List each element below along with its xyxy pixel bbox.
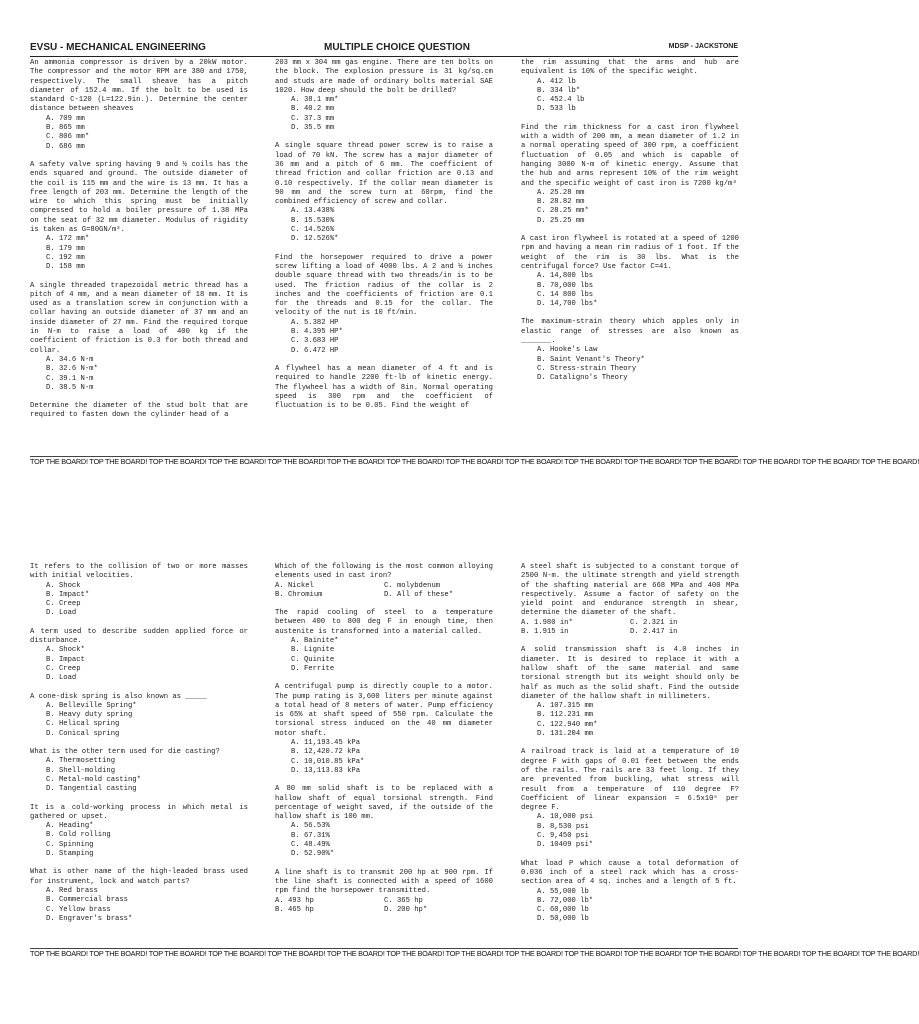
answer-option: C. 39.1 N-m bbox=[46, 374, 94, 383]
answer-options bbox=[275, 637, 493, 674]
answer-options-grid bbox=[275, 897, 493, 916]
answer-option: A. 34.6 N-m bbox=[46, 355, 94, 364]
answer-option: A. 56.53% bbox=[291, 822, 330, 831]
answer-option: B. 465 hp bbox=[275, 905, 314, 914]
answer-options bbox=[30, 887, 248, 924]
answer-option: A. 38.1 mm* bbox=[291, 96, 339, 105]
answer-option: B. Saint Venant's Theory* bbox=[537, 355, 645, 364]
question-gap bbox=[30, 684, 248, 693]
question-gap bbox=[30, 152, 248, 161]
answer-options bbox=[521, 346, 739, 383]
answer-option: D. 158 mm bbox=[46, 263, 85, 272]
question-text: What is the other term used for die casting? bbox=[30, 748, 220, 757]
question-text: What is other name of the high-leaded brass used for instrument, lock and watch parts? bbox=[30, 868, 248, 886]
answer-options bbox=[30, 822, 248, 859]
answer-options bbox=[30, 582, 248, 619]
question-gap bbox=[30, 619, 248, 628]
answer-option: A. 172 mm* bbox=[46, 235, 90, 244]
section2-column1 bbox=[30, 563, 248, 924]
question-text: A centrifugal pump is directly couple to a motor. The pump rating is 3,600 liters per minute against a total head of 8 meters of water. Pump efficiency is 65% at shaft speed of 550 rpm. Calculate the torsional stress induced on the 40 mm diameter motor shaft. bbox=[275, 683, 493, 738]
answer-option: A. Heading* bbox=[46, 822, 94, 831]
answer-option: A. Nickel bbox=[275, 581, 314, 590]
answer-option: D. Ferrite bbox=[291, 664, 335, 673]
answer-options bbox=[521, 813, 739, 850]
question-gap bbox=[275, 356, 493, 365]
answer-option: B. Impact bbox=[46, 655, 85, 664]
question-text: Find the horsepower required to drive a power screw lifting a load of 4000 lbs. A 2 and ½ inches double square thread with two threads/in is to be used. The friction radius of the collar is 2 inches and the coefficients of friction are 0.1 for the threads and 0.15 for the collar. The velocity of the nut is 10 ft/min. bbox=[275, 253, 493, 318]
answer-options bbox=[30, 235, 248, 272]
header-center: MULTIPLE CHOICE QUESTION bbox=[324, 42, 470, 53]
answer-option: A. Shock bbox=[46, 581, 81, 590]
question-text: Which of the following is the most common alloying elements used in cast iron? bbox=[275, 563, 493, 581]
section1-column1 bbox=[30, 59, 248, 421]
answer-option: A. 493 hp bbox=[275, 896, 314, 905]
answer-option: B. 8,530 psi bbox=[537, 822, 589, 831]
answer-option: D. 533 lb bbox=[537, 105, 576, 114]
section2-column3 bbox=[521, 563, 739, 925]
question-gap bbox=[30, 859, 248, 868]
answer-option: D. 131.204 mm bbox=[537, 730, 594, 739]
answer-option: B. Cold rolling bbox=[46, 831, 111, 840]
question-text: It is a cold-working process in which metal is gathered or upset. bbox=[30, 803, 248, 821]
answer-option: D. 25.25 mm bbox=[537, 216, 585, 225]
answer-option: A. Belleville Spring* bbox=[46, 701, 137, 710]
question-text: A solid transmission shaft is 4.0 inches in diameter. It is desired to replace it with a hallow shaft of the same material and same torsional strength but its weight should only be half as much as the solid shaft. Find the outside diameter of the hallow shaft in millimeters. bbox=[521, 646, 739, 701]
question-text: Determine the diameter of the stud bolt that are required to fasten down the cylinder head of a bbox=[30, 402, 248, 420]
answer-options bbox=[275, 739, 493, 776]
question-gap bbox=[30, 393, 248, 402]
answer-options bbox=[30, 356, 248, 393]
answer-option: B. Lignite bbox=[291, 646, 335, 655]
answer-option: A. Red brass bbox=[46, 886, 98, 895]
answer-option: C. Quinite bbox=[291, 655, 335, 664]
answer-option: C. 14 800 lbs bbox=[537, 290, 594, 299]
answer-options bbox=[275, 96, 493, 133]
answer-option: C. 48.49% bbox=[291, 841, 330, 850]
answer-option: D. Load bbox=[46, 674, 77, 683]
answer-option: D. Load bbox=[46, 609, 77, 618]
question-gap bbox=[30, 795, 248, 804]
answer-option: C. 10,010.85 kPa* bbox=[291, 757, 365, 766]
question-gap bbox=[521, 309, 739, 318]
question-gap bbox=[521, 637, 739, 646]
answer-option: A. 11,193.45 kPa bbox=[291, 739, 361, 748]
header-left: EVSU - MECHANICAL ENGINEERING bbox=[30, 42, 206, 53]
answer-option: D. 686 mm bbox=[46, 142, 85, 151]
question-text: Find the rim thickness for a cast iron flywheel with a width of 200 mm, a mean diameter of 1.2 in a normal operating speed of 300 rpm, a coefficient fluctuation of 0.05 and which is capable of hanging 3000 N-m of kinetic energy. Assume that the hub and arms represent 10% of the rim weight and the specific weight of cast iron is 7200 kg/m³ bbox=[521, 123, 739, 188]
answer-option: B. 865 mm bbox=[46, 124, 85, 133]
answer-options bbox=[521, 78, 739, 115]
answer-option: C. 122.940 mm* bbox=[537, 720, 598, 729]
question-gap bbox=[30, 273, 248, 282]
section2-column2 bbox=[275, 563, 493, 915]
question-text: A cast iron flywheel is rotated at a speed of 1200 rpm and having a mean rim radius of 1 foot. If the weight of the rim is 30 lbs. What is the centrifugal force? Use factor C=41. bbox=[521, 235, 739, 271]
answer-option: C. molybdenum bbox=[384, 581, 441, 590]
answer-option: B. Chromium bbox=[275, 590, 323, 599]
answer-option: B. 40.2 mm bbox=[291, 105, 335, 114]
question-text: A term used to describe sudden applied force or disturbance. bbox=[30, 627, 248, 646]
answer-option: D. 10409 psi* bbox=[537, 841, 594, 850]
answer-option: B. Shell-molding bbox=[46, 766, 116, 775]
question-gap bbox=[521, 115, 739, 124]
answer-option: C. 192 mm bbox=[46, 253, 85, 262]
question-text: A steel shaft is subjected to a constant torque of 2500 N-m. the ultimate strength and yield strength of the shafting material are 668 MPa and 400 MPa respectively. Assume a factor of safety on the yield point and endurance strength in shear, determine the diameter of the shaft. bbox=[521, 563, 739, 618]
answer-option: C. 28.25 mm* bbox=[537, 207, 589, 216]
question-text: A 80 mm solid shaft is to be replaced with a hallow shaft of equal torsional strength. Find percentage of weight saved, if the outside of the hallow shaft is 100 mm. bbox=[275, 785, 493, 822]
answer-options bbox=[30, 702, 248, 739]
header-right: MDSP - JACKSTONE bbox=[668, 43, 738, 50]
answer-option: C. Creep bbox=[46, 600, 81, 609]
answer-option: D. Stamping bbox=[46, 850, 94, 859]
answer-option: C. 37.3 mm bbox=[291, 114, 335, 123]
answer-option: A. 25.28 mm bbox=[537, 188, 585, 197]
question-text: An ammonia compressor is driven by a 20kW motor. The compressor and the motor RPM are 380 and 1750, respectively. The small sheave has a pitch diameter of 152.4 mm. If the bolt to be used is standard C-120 (L=122.9in.). Determine the center distance between sheaves bbox=[30, 59, 248, 114]
answer-options bbox=[521, 888, 739, 925]
answer-option: B. 4.395 HP* bbox=[291, 328, 343, 337]
answer-option: D. Engraver's brass* bbox=[46, 914, 133, 923]
question-text: the rim assuming that the arms and hub are equivalent is 10% of the specific weight. bbox=[521, 59, 739, 77]
answer-option: D. 35.5 mm bbox=[291, 124, 335, 133]
answer-option: A. 10,000 psi bbox=[537, 813, 594, 822]
answer-option: C. Stress-strain Theory bbox=[537, 364, 637, 373]
question-text: It refers to the collision of two or more masses with initial velocities. bbox=[30, 563, 248, 581]
question-text: A single threaded trapezoidal metric thread has a pitch of 4 mm, and a mean diameter of 18 mm. It is used as a translation screw in conjunction with a collar having an outside diameter of 37 mm and an inside diameter of 27 mm. Find the required torque in N-m to raise a load of 400 kg if the coefficient of friction is 0.3 for both thread and collar. bbox=[30, 281, 248, 355]
answer-option: A. Thermosetting bbox=[46, 757, 116, 766]
answer-option: D. 200 hp* bbox=[384, 905, 428, 914]
answer-option: D. 13,113.83 kPa bbox=[291, 766, 361, 775]
question-gap bbox=[521, 851, 739, 860]
answer-option: C. Metal-mold casting* bbox=[46, 775, 141, 784]
answer-option: B. 15.530% bbox=[291, 216, 335, 225]
answer-option: C. Creep bbox=[46, 664, 81, 673]
answer-option: D. All of these* bbox=[384, 590, 454, 599]
question-text: A single square thread power screw is to raise a load of 70 kN. The screw has a major diameter of 36 mm and a pitch of 6 mm. The coefficient of thread friction and collar friction are 0.13 and 0.10 respectively. If the collar mean diameter is 90 mm and the screw turn at 60rpm, find the combined efficiency of screw and collar. bbox=[275, 142, 493, 207]
banner-text-2: TOP THE BOARD! TOP THE BOARD! TOP THE BOARD! TOP THE BOARD! TOP THE BOARD! TOP THE BOARD! TOP THE BOARD! TOP THE BOARD! TOP THE BOARD! TOP THE BOARD! TOP THE BOARD! TOP THE BOARD! TOP THE BOARD! TOP THE BOARD! TOP THE BOARD! bbox=[30, 949, 919, 958]
answer-option: A. 107.315 mm bbox=[537, 702, 594, 711]
answer-option: D. 14,700 lbs* bbox=[537, 300, 598, 309]
answer-option: B. 28.82 mm bbox=[537, 198, 585, 207]
question-text: What load P which cause a total deformation of 0.036 inch of a steel rack which has a cross-section area of 4 sq. inches and a length of 5 ft. bbox=[521, 859, 739, 887]
answer-option: A. Shock* bbox=[46, 646, 85, 655]
answer-options bbox=[275, 207, 493, 244]
answer-option: C. 9,450 psi bbox=[537, 832, 589, 841]
answer-option: D. 6.472 HP bbox=[291, 346, 339, 355]
answer-option: C. 3.683 HP bbox=[291, 337, 339, 346]
question-gap bbox=[275, 674, 493, 683]
answer-option: D. 38.5 N-m bbox=[46, 383, 94, 392]
question-text: A railroad track is laid at a temperature of 10 degree F with gaps of 0.01 feet between the ends of the rails. The rails are 33 feet long. If they are prevented from buckling, what stress will result from a temperature of 110 degree F? Coefficient of linear expansion = 6.5x10⁶ per degree F. bbox=[521, 748, 739, 813]
question-text: A safety valve spring having 9 and ½ coils has the ends squared and ground. The outside diameter of the coil is 115 mm and the wire is 13 mm. It has a free length of 203 mm. Determine the length of the wire to which this spring must be initially compressed to hold a boiler pressure of 1.38 MPa on the seat of 32 mm diameter. Modulus of rigidity is taken as G=80GN/m². bbox=[30, 160, 248, 235]
answer-option: C. 365 hp bbox=[384, 896, 423, 905]
question-gap bbox=[275, 776, 493, 785]
question-gap bbox=[275, 133, 493, 142]
question-text: A flywheel has a mean diameter of 4 ft and is required to handle 2200 ft-lb of kinetic energy. The flywheel has a width of 8in. Normal operating speed is 300 rpm and the coefficient of fluctuation is to be 0.05. Find the weight of bbox=[275, 364, 493, 411]
answer-options-grid bbox=[521, 619, 739, 638]
answer-options bbox=[275, 319, 493, 356]
answer-option: B. 32.6 N-m* bbox=[46, 365, 98, 374]
question-gap bbox=[521, 739, 739, 748]
answer-option: B. 1.915 in bbox=[521, 628, 569, 637]
answer-option: C. Helical spring bbox=[46, 720, 120, 729]
answer-options bbox=[275, 822, 493, 859]
section1-column2 bbox=[275, 59, 493, 411]
question-gap bbox=[30, 739, 248, 748]
answer-option: A. 5.382 HP bbox=[291, 318, 339, 327]
question-text: The rapid cooling of steel to a temperature between 400 to 800 deg F in enough time, then austenite is transformed into a material called. bbox=[275, 609, 493, 636]
answer-option: A. Hooke's Law bbox=[537, 346, 598, 355]
page-header bbox=[30, 42, 738, 57]
answer-option: A. 13.438% bbox=[291, 207, 335, 216]
answer-option: B. Impact* bbox=[46, 590, 90, 599]
question-gap bbox=[275, 600, 493, 609]
answer-option: B. 70,000 lbs bbox=[537, 281, 594, 290]
answer-options bbox=[30, 646, 248, 683]
section1-column3 bbox=[521, 59, 739, 384]
answer-option: D. 52.90%* bbox=[291, 850, 335, 859]
answer-option: B. 72,000 lb* bbox=[537, 896, 594, 905]
answer-option: D. Cataligno's Theory bbox=[537, 374, 628, 383]
answer-option: D. 2.417 in bbox=[630, 628, 678, 637]
answer-option: C. 806 mm* bbox=[46, 133, 90, 142]
answer-option: B. Commercial brass bbox=[46, 896, 128, 905]
answer-option: B. Heavy duty spring bbox=[46, 711, 133, 720]
question-text: The maximum-strain theory which apples only in elastic range of stresses are also known as _______. bbox=[521, 318, 739, 346]
answer-option: C. 452.4 lb bbox=[537, 96, 585, 105]
banner-text-1: TOP THE BOARD! TOP THE BOARD! TOP THE BOARD! TOP THE BOARD! TOP THE BOARD! TOP THE BOARD! TOP THE BOARD! TOP THE BOARD! TOP THE BOARD! TOP THE BOARD! TOP THE BOARD! TOP THE BOARD! TOP THE BOARD! TOP THE BOARD! TOP THE BOARD! bbox=[30, 457, 919, 466]
answer-option: C. 60,000 lb bbox=[537, 906, 589, 915]
answer-options-grid bbox=[275, 582, 493, 601]
answer-option: A. 1.980 in* bbox=[521, 618, 573, 627]
answer-option: A. 55,000 lb bbox=[537, 887, 589, 896]
answer-option: A. 14,800 lbs bbox=[537, 272, 594, 281]
question-text: 203 mm x 304 mm gas engine. There are ten bolts on the block. The explosion pressure is 31 kg/sq.cm and studs are made of ordinary bolts material SAE 1020. How deep should the bolt be drilled? bbox=[275, 59, 493, 95]
answer-option: D. 50,000 lb bbox=[537, 915, 589, 924]
answer-option: B. 179 mm bbox=[46, 244, 85, 253]
question-gap bbox=[275, 860, 493, 869]
answer-options bbox=[521, 702, 739, 739]
answer-option: D. Tangential casting bbox=[46, 785, 137, 794]
question-gap bbox=[275, 245, 493, 254]
answer-option: B. 12,420.72 kPa bbox=[291, 748, 361, 757]
answer-option: A. Bainite* bbox=[291, 637, 339, 646]
answer-options bbox=[521, 189, 739, 226]
answer-options bbox=[30, 115, 248, 152]
answer-option: D. Conical spring bbox=[46, 729, 120, 738]
answer-options bbox=[30, 757, 248, 794]
answer-option: B. 67.31% bbox=[291, 831, 330, 840]
answer-option: C. Spinning bbox=[46, 840, 94, 849]
answer-option: D. 12.526%* bbox=[291, 235, 339, 244]
answer-option: B. 112.231 mm bbox=[537, 711, 594, 720]
question-text: A cone-disk spring is also known as _____ bbox=[30, 692, 207, 701]
question-text: A line shaft is to transmit 200 hp at 900 rpm. If the line shaft is connected with a speed of 1600 rpm find the horsepower transmitted. bbox=[275, 868, 493, 896]
answer-option: B. 334 lb* bbox=[537, 86, 581, 95]
answer-option: A. 709 mm bbox=[46, 114, 85, 123]
answer-option: C. 2.321 in bbox=[630, 618, 678, 627]
question-gap bbox=[521, 226, 739, 235]
answer-option: A. 412 lb bbox=[537, 77, 576, 86]
answer-options bbox=[521, 272, 739, 309]
answer-option: C. 14.526% bbox=[291, 226, 335, 235]
answer-option: C. Yellow brass bbox=[46, 905, 111, 914]
